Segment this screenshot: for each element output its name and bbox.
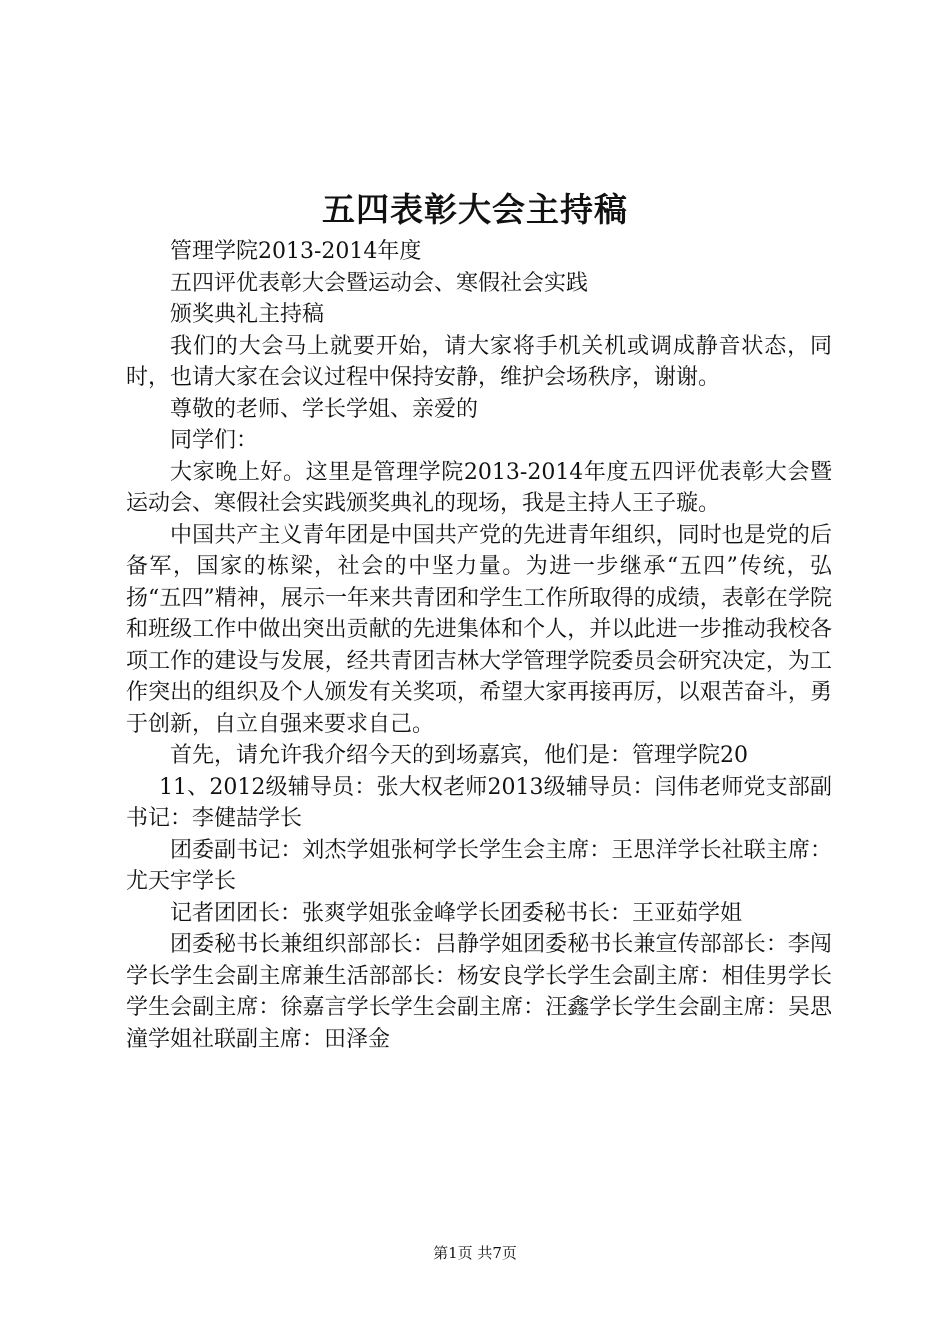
paragraph: 管理学院2013-2014年度 <box>170 239 422 264</box>
paragraph: 记者团团长：张爽学姐张金峰学长团委秘书长：王亚茹学姐 <box>170 900 743 926</box>
document-body <box>126 236 832 1055</box>
paragraph: 颁奖典礼主持稿 <box>170 302 325 327</box>
paragraph: 同学们： <box>170 428 259 453</box>
paragraph: 大家晚上好。这里是管理学院2013-2014年度五四评优表彰大会暨运动会、寒假社会实践颁奖典礼的现场，我是主持人王子璇。 <box>126 459 832 516</box>
paragraph: 五四评优表彰大会暨运动会、寒假社会实践 <box>170 270 589 296</box>
page-title: 五四表彰大会主持稿 <box>322 190 628 229</box>
paragraph: 11、2012级辅导员：张大权老师2013级辅导员：闫伟老师党支部副书记：李健喆学长 <box>126 774 832 831</box>
page-footer: 第1页 共7页 <box>433 1244 517 1262</box>
paragraph: 团委副书记：刘杰学姐张柯学长学生会主席：王思洋学长社联主席：尤天宇学长 <box>126 837 832 894</box>
paragraph: 首先，请允许我介绍今天的到场嘉宾，他们是：管理学院20 <box>170 743 748 768</box>
paragraph: 团委秘书长兼组织部部长：吕静学姐团委秘书长兼宣传部部长：李闯学长学生会副主席兼生活部部长：杨安良学长学生会副主席：相佳男学长学生会副主席：徐嘉言学长学生会副主席：汪鑫学长学生会副主席：吴思潼学姐社联副主席：田泽金 <box>126 932 832 1052</box>
paragraph: 我们的大会马上就要开始，请大家将手机关机或调成静音状态，同时，也请大家在会议过程中保持安静，维护会场秩序，谢谢。 <box>126 333 832 390</box>
paragraph: 中国共产主义青年团是中国共产党的先进青年组织，同时也是党的后备军，国家的栋梁，社会的中坚力量。为进一步继承“五四”传统，弘扬“五四”精神，展示一年来共青团和学生工作所取得的成绩，表彰在学院和班级工作中做出突出贡献的先进集体和个人，并以此进一步推动我校各项工作的建设与发展，经共青团吉林大学管理学院委员会研究决定，为工作突出的组织及个人颁发有关奖项，希望大家再接再厉，以艰苦奋斗，勇于创新，自立自强来要求自己。 <box>126 522 832 737</box>
paragraph: 尊敬的老师、学长学姐、亲爱的 <box>170 396 479 422</box>
